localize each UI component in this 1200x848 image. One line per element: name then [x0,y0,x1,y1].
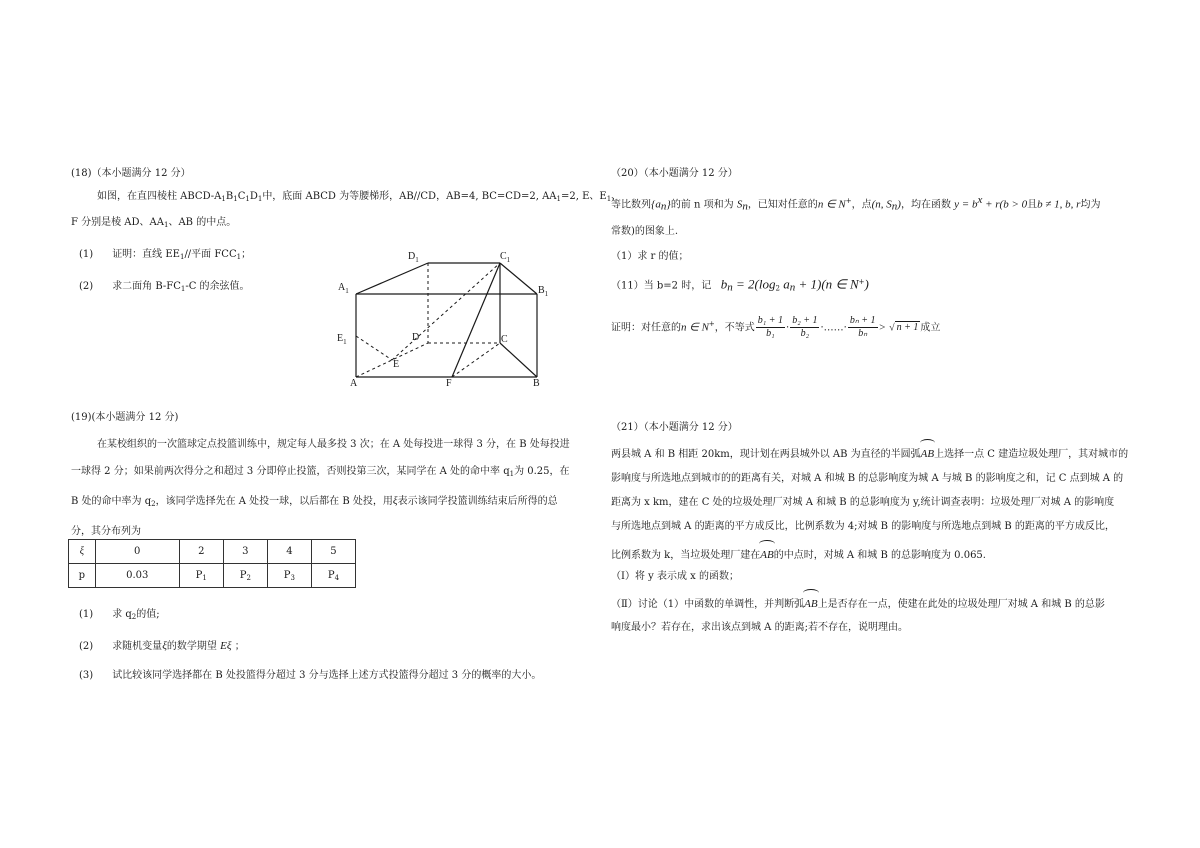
q20-line3: 证明：对任意的n ∈ N+，不等式 $\frac{\text{b₁ + 1}}{\text{b₁}}$ · $\frac{\text{b₂ + 1}}{\text{b₂}}$ ·……· $\frac{\text{bₙ + 1}}{\text{bₙ}}$ > √ n + 1 成立 [611,314,941,339]
q21-title: （21）（本小题满分 12 分） [611,422,738,433]
table-cell: 5 [311,540,355,564]
table-cell: p [69,564,96,588]
q19-part2: (2) 求随机变量ξ的数学期望 Eξ ； [79,640,245,652]
table-cell: $P_1$ [179,564,223,588]
table-cell: $P_2$ [223,564,267,588]
table-cell: 3 [223,540,267,564]
label-d: D [412,332,420,343]
arc-ab: AB [760,544,773,567]
label-d1: $D_1$ [408,251,419,264]
table-cell: $P_3$ [267,564,311,588]
q20-part1: （1）求 r 的值； [611,251,689,263]
segment-c1-f [452,263,500,377]
q21-line5: 比例系数为 k，当垃圾处理厂建在AB的中点时，对城 A 和城 B 的总影响度为 0.065. [611,544,971,567]
fraction-n: $\frac{\text{bₙ + 1}}{\text{bₙ}}$ [849,314,876,339]
edge-a1-d1 [356,263,428,294]
table-cell: 2 [179,540,223,564]
edge-b-c [500,343,537,377]
edge-c1-b1 [500,263,537,294]
q21-part2: （Ⅱ）讨论（1）中函数的单调性，并判断弧AB上是否存在一点，使建在此处的垃圾处理厂对城 A 和城 B 的总影 [611,593,971,616]
label-b1: $B_1$ [538,285,549,298]
label-a1: $A_1$ [338,282,349,295]
label-c1: $C_1$ [500,251,511,264]
q19-title: (19)(本小题满分 12 分) [71,412,179,423]
label-a: A [350,378,358,389]
q21-line4: 与所选地点到城 A 的距离的平方成反比，比例系数为 4;对城 B 的影响度与所选地点到城 B 的距离的平方成反比， [611,521,1115,532]
table-cell: 0 [95,540,179,564]
table-row [69,540,356,564]
table-row [69,564,356,588]
q20-part2: （11）当 b=2 时，记 $b_n = 2(\log_2$ $a_n + 1)(n$ ∈ N+) [611,276,869,294]
label-c: C [501,334,508,345]
label-b: B [533,378,540,389]
q18-title: (18)（本小题满分 12 分） [71,168,191,179]
q19-line2: 一球得 2 分；如果前两次得分之和超过 3 分即停止投篮，否则投第三次，某同学在 A 处的命中率 $q_1$为 0.25，在 [71,466,570,478]
segment-e-c1 [392,263,500,360]
table-cell: 4 [267,540,311,564]
question-21 [611,416,1129,639]
fraction-1: $\frac{\text{b₁ + 1}}{\text{b₁}}$ [757,314,784,339]
segment-e1-e [356,336,392,360]
arc-ab: AB [804,593,817,616]
q19-line4: 分，其分布列为 [71,526,141,537]
question-19 [71,406,571,543]
q21-part1: （Ⅰ）将 y 表示成 x 的函数； [611,571,739,582]
q18-intro-line2: F 分别是棱 AD、$AA_1$、AB 的中点。 [71,217,237,229]
q19-part1: (1) 求 $q_2$的值; [79,609,160,621]
prism-figure [330,246,560,391]
q19-line1: 在某校组织的一次篮球定点投篮训练中，规定每人最多投 3 次；在 A 处每投进一球得 3 分，在 B 处每投进 [97,439,570,450]
q21-line3: 距离为 x km，建在 C 处的垃圾处理厂对城 A 和城 B 的总影响度为 y,统计调查表明：垃圾处理厂对城 A 的影响度 [611,497,1115,508]
q20-line1: 等比数列$\{a_n\}$的前 n 项和为 $S_n$，已知对任意的n ∈ N+，点(n, $S_n$)，均在函数 $y = b^x + r(b > 0$且b ≠ 1, b, r均为 [611,194,1101,213]
q18-part2: (2) 求二面角 $B-FC_1-C$ 的余弦值。 [79,281,250,293]
table-cell: 0.03 [95,564,179,588]
arc-ab: AB [921,443,934,466]
question-19-parts [71,603,571,687]
q21-line2: 影响度与所选地点到城市的的距离有关，对城 A 和城 B 的总影响度为城 A 与城 B 的影响度之和，记 C 点到城 A 的 [611,473,1124,484]
question-20 [611,162,1101,343]
q19-part3: (3) 试比较该同学选择都在 B 处投篮得分超过 3 分与选择上述方式投篮得分超过 3 分的概率的大小。 [79,670,542,681]
q19-line3: B 处的命中率为 $q_2$，该同学选择先在 A 处投一球，以后都在 B 处投，用ξ表示该同学投篮训练结束后所得的总 [71,495,558,508]
q18-part1: (1) 证明：直线 $EE_1//$平面 $FCC_1$； [79,249,252,261]
q21-line1: 两县城 A 和 B 相距 20km，现计划在两县城外以 AB 为直径的半圆弧AB上选择一点 C 建造垃圾处理厂，其对城市的 [611,443,971,466]
q20-title: （20）（本小题满分 12 分） [611,168,738,179]
distribution-table [68,539,356,588]
label-e1: $E_1$ [337,333,347,346]
table-cell: $P_4$ [311,564,355,588]
label-e: E [393,359,400,370]
q20-line2: 常数)的图象上. [611,226,679,238]
q18-intro-line1: 如图，在直四棱柱 ABCD-$A_1B_1C_1D_1$中，底面 ABCD 为等腰梯形，AB//CD，AB=4, BC=CD=2, $AA_1=2$, E、$E_1$、 [97,191,622,203]
label-f: F [446,378,452,389]
fraction-2: $\frac{\text{b₂ + 1}}{\text{b₂}}$ [792,314,818,339]
q21-part2-cont: 响度最小？若存在，求出该点到城 A 的距离;若不存在，说明理由。 [611,622,908,633]
sqrt-expression: √ n + 1 [889,321,919,333]
table-cell: ξ [69,540,96,564]
